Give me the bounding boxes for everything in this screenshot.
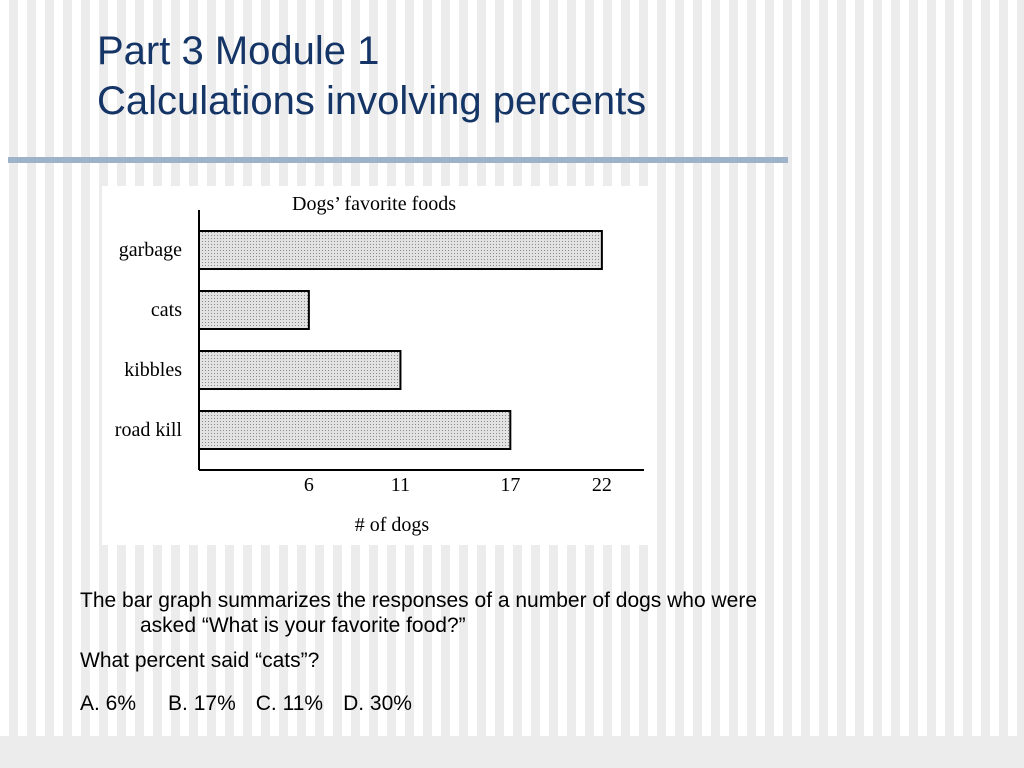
category-label: kibbles — [124, 359, 182, 381]
question-line-1: The bar graph summarizes the responses of a number of dogs who were — [80, 589, 758, 612]
question-ask: What percent said “cats”? — [80, 649, 320, 672]
chart-svg — [102, 186, 649, 545]
bar-road-kill — [199, 411, 510, 449]
chart-title: Dogs’ favorite foods — [292, 193, 457, 215]
answer-d: D. 30% — [343, 692, 412, 715]
answer-a: A. 6% — [80, 692, 137, 715]
footer-band — [0, 736, 1024, 768]
slide-title-line-1: Part 3 Module 1 — [97, 29, 380, 73]
category-label: road kill — [114, 419, 182, 441]
bar-cats — [199, 291, 309, 329]
bar-garbage — [199, 231, 602, 269]
slide-title — [97, 26, 646, 126]
title-divider — [8, 157, 788, 163]
category-label: garbage — [118, 239, 182, 261]
x-axis-label: # of dogs — [354, 514, 430, 536]
answer-c: C. 11% — [255, 692, 324, 715]
x-tick-label: 6 — [303, 474, 314, 496]
x-tick-label: 11 — [390, 474, 411, 496]
question-line-2: asked “What is your favorite food?” — [140, 614, 466, 637]
category-label: cats — [150, 299, 182, 321]
answer-choices — [80, 691, 940, 716]
bar-kibbles — [199, 351, 400, 389]
answer-b: B. 17% — [168, 692, 236, 715]
question-text — [80, 588, 940, 716]
slide-title-line-2: Calculations involving percents — [97, 79, 647, 123]
bar-chart — [102, 186, 649, 545]
x-tick-label: 22 — [591, 474, 612, 496]
x-tick-label: 17 — [500, 474, 521, 496]
